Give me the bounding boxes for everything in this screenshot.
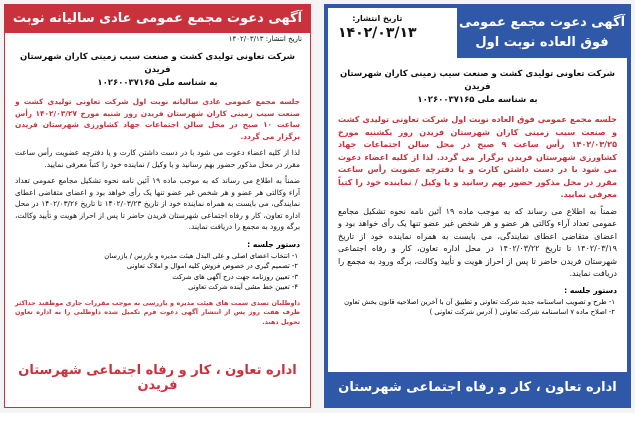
proxy-paragraph: ضمناً به اطلاع می رساند که به موجب ماده ۱۹ آئین نامه نحوه تشکیل مجامع عمومی تعداد آراء وکالتی هر عضو و هر شخص غیر عضو تنها یک رأی خواهد بود و اعضای متقاضی اعطای نمایندگی، می بایست به همراه نماینده خود از تاریخ ۱۴۰۲/۰۳/۱۹ تا تاریخ ۱۴۰۲/۰۳/۲۲ در محل اداره تعاون، کار و رفاه اجتماعی شهرستان فریدن حاضر تا پس از احراز هویت و تأیید وکالت، برگه ورود به مجمع را دریافت نمایند. [338, 205, 617, 278]
agenda-title: دستور جلسه : [564, 285, 617, 295]
notice-title-line2: فوق العاده نوبت اول [475, 35, 609, 50]
agenda-list [328, 297, 627, 318]
agenda-item: ۱- طرح و تصویب اساسنامه جدید شرکت تعاونی و تطبیق آن با آخرین اصلاحیه قانون بخش تعاون [344, 297, 615, 306]
issuer-footer: اداره تعاون ، کار و رفاه اجتماعی شهرستان فریدن [18, 363, 297, 393]
notice-header [328, 8, 627, 58]
national-id: به شناسه ملی ۱۰۲۶۰۰۳۷۱۶۵ [417, 95, 538, 105]
publish-date-label: تاریخ انتشار: [352, 14, 403, 23]
agenda-list [5, 251, 310, 293]
agenda-item: ۱- انتخاب اعضای اصلی و علی البدل هیئت مدیره و بازرس / بازرسان [104, 251, 298, 260]
company-name: شرکت تعاونی تولیدی کشت و صنعت سیب زمینی کاران شهرستان فریدن [20, 52, 295, 75]
meeting-announcement: جلسه مجمع عمومی فوق العاده نوبت اول شرکت تعاونی تولیدی کشت و صنعت سیب زمینی کاران شهرستان فریدن روز یکشنبه مورخ ۱۴۰۲/۰۳/۲۵ رأس ساعت ۹ صبح در محل سالن اجتماعات جهاد کشاورزی شهرستان فریدن برگزار می گردد. لذا از کلیه اعضاء دعوت می شود با در دست داشتن کارت و یا دفترچه عضویت رأس ساعت مقرر در محل مذکور حضور بهم رسانید و یا وکیل / نماینده خود را کتباً معرفی نمایید. [338, 114, 618, 199]
notice-body [5, 96, 310, 233]
agenda-item: ۴- تعیین خط مشی آینده شرکت تعاونی [188, 283, 298, 291]
agenda-item: ۲- اصلاح ماده ۷ اساسنامه شرکت تعاونی ( آدرس شرکت تعاونی ) [429, 308, 615, 316]
meeting-announcement: جلسه مجمع عمومی عادی سالیانه نوبت اول شرکت تعاونی تولیدی کشت و صنعت سیب زمینی کاران شهرستان فریدن روز شنبه مورخ ۱۴۰۲/۰۳/۲۷ رأس ساعت ۱۰ صبح در محل سالن اجتماعات جهاد کشاورزی شهرستان فریدن برگزار می گردد. [15, 97, 301, 141]
ordinary-meeting-notice [4, 4, 311, 408]
publish-date: تاریخ انتشار: ۱۴۰۲/۰۳/۱۳ [228, 35, 302, 43]
national-id: به شناسه ملی ۱۰۲۶۰۰۳۷۱۶۵ [97, 78, 218, 88]
attendance-paragraph: لذا از کلیه اعضاء دعوت می شود با در دست داشتن کارت و یا دفترچه عضویت رأس ساعت مقرر در محل مذکور حضور بهم رسانید و یا وکیل / نماینده خود را کتباً معرفی نمایید. [15, 148, 300, 169]
notice-title-line1: آگهی دعوت مجمع عمومی [458, 15, 626, 30]
company-name: شرکت تعاونی تولیدی کشت و صنعت سیب زمینی کاران شهرستان فریدن [340, 69, 615, 92]
notice-title-box [457, 8, 627, 58]
candidates-note: داوطلبان تصدی سمت های هیئت مدیره و بازرسی به موجب مقررات جاری موظفند حداکثر ظرف هفت روز پس از انتشار آگهی دعوت فرم تکمیل شده داوطلبی را به اداره تعاون تحویل دهند. [15, 298, 300, 326]
agenda-title: دستور جلسه : [247, 239, 300, 249]
agenda-item: ۲- تصمیم گیری در خصوص فروش کلیه اموال و املاک تعاونی [126, 262, 298, 270]
notice-title: آگهی دعوت مجمع عمومی عادی سالیانه نوبت اول [5, 5, 310, 33]
issuer-footer: اداره تعاون ، کار و رفاه اجتماعی شهرستان فریدن [328, 372, 627, 404]
extraordinary-meeting-notice [324, 4, 631, 427]
proxy-paragraph: ضمناً به اطلاع می رساند که به موجب ماده ۱۹ آئین نامه نحوه تشکیل مجامع عمومی تعداد آراء وکالتی هر عضو و هر شخص غیر عضو تنها یک رأی خواهد بود و اعضای متقاضی اعطای نمایندگی، می بایست به همراه نماینده خود از تاریخ ۱۴۰۲/۰۳/۲۳ تا تاریخ ۱۴۰۲/۰۳/۲۶ در محل اداره تعاون، کار و رفاه اجتماعی شهرستان فریدن حاضر تا پس از احراز هویت و تأیید وکالت، برگه ورود به مجمع را دریافت نمایند. [15, 176, 301, 231]
publish-date-box [338, 14, 417, 41]
publish-date-value: ۱۴۰۲/۰۳/۱۳ [338, 25, 417, 41]
agenda-item: ۳- تعیین روزنامه جهت درج آگهی های شرکت [172, 272, 298, 281]
notice-body [328, 113, 627, 280]
